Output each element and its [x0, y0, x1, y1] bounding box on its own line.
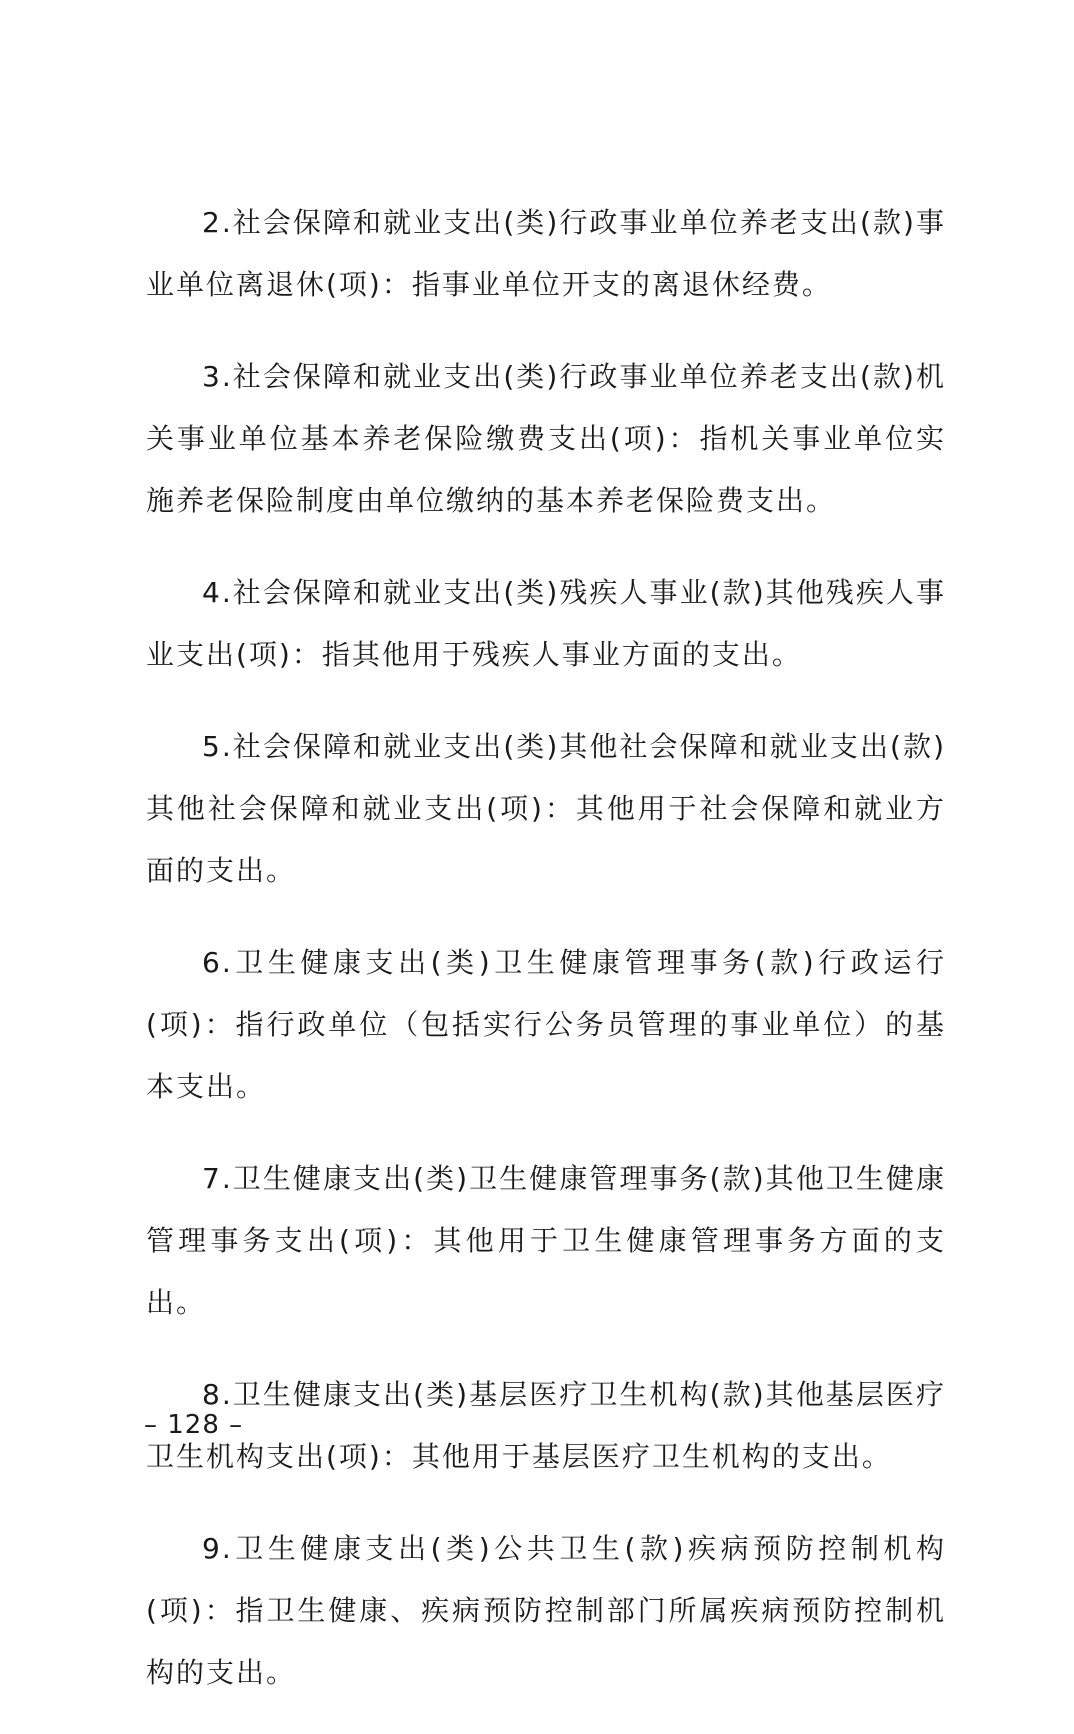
paragraph-item-6: 6.卫生健康支出(类)卫生健康管理事务(款)行政运行(项)：指行政单位（包括实行公务员管理的事业单位）的基本支出。: [146, 946, 946, 1103]
paragraph-item-2: 2.社会保障和就业支出(类)行政事业单位养老支出(款)事业单位离退休(项)：指事业单位开支的离退休经费。: [146, 206, 946, 301]
paragraph-item-8: 8.卫生健康支出(类)基层医疗卫生机构(款)其他基层医疗卫生机构支出(项)：其他用于基层医疗卫生机构的支出。: [146, 1378, 946, 1473]
paragraph-item-7: 7.卫生健康支出(类)卫生健康管理事务(款)其他卫生健康管理事务支出(项)：其他用于卫生健康管理事务方面的支出。: [146, 1162, 946, 1319]
paragraph-item-5: 5.社会保障和就业支出(类)其他社会保障和就业支出(款)其他社会保障和就业支出(项)：其他用于社会保障和就业方面的支出。: [146, 730, 946, 887]
paragraph-item-9: 9.卫生健康支出(类)公共卫生(款)疾病预防控制机构(项)：指卫生健康、疾病预防控制部门所属疾病预防控制机构的支出。: [146, 1532, 946, 1689]
paragraph-item-4: 4.社会保障和就业支出(类)残疾人事业(款)其他残疾人事业支出(项)：指其他用于残疾人事业方面的支出。: [146, 576, 946, 671]
paragraph-item-3: 3.社会保障和就业支出(类)行政事业单位养老支出(款)机关事业单位基本养老保险缴费支出(项)：指机关事业单位实施养老保险制度由单位缴纳的基本养老保险费支出。: [146, 360, 946, 517]
document-body: [146, 192, 946, 1734]
page-number: – 128 –: [144, 1410, 244, 1440]
